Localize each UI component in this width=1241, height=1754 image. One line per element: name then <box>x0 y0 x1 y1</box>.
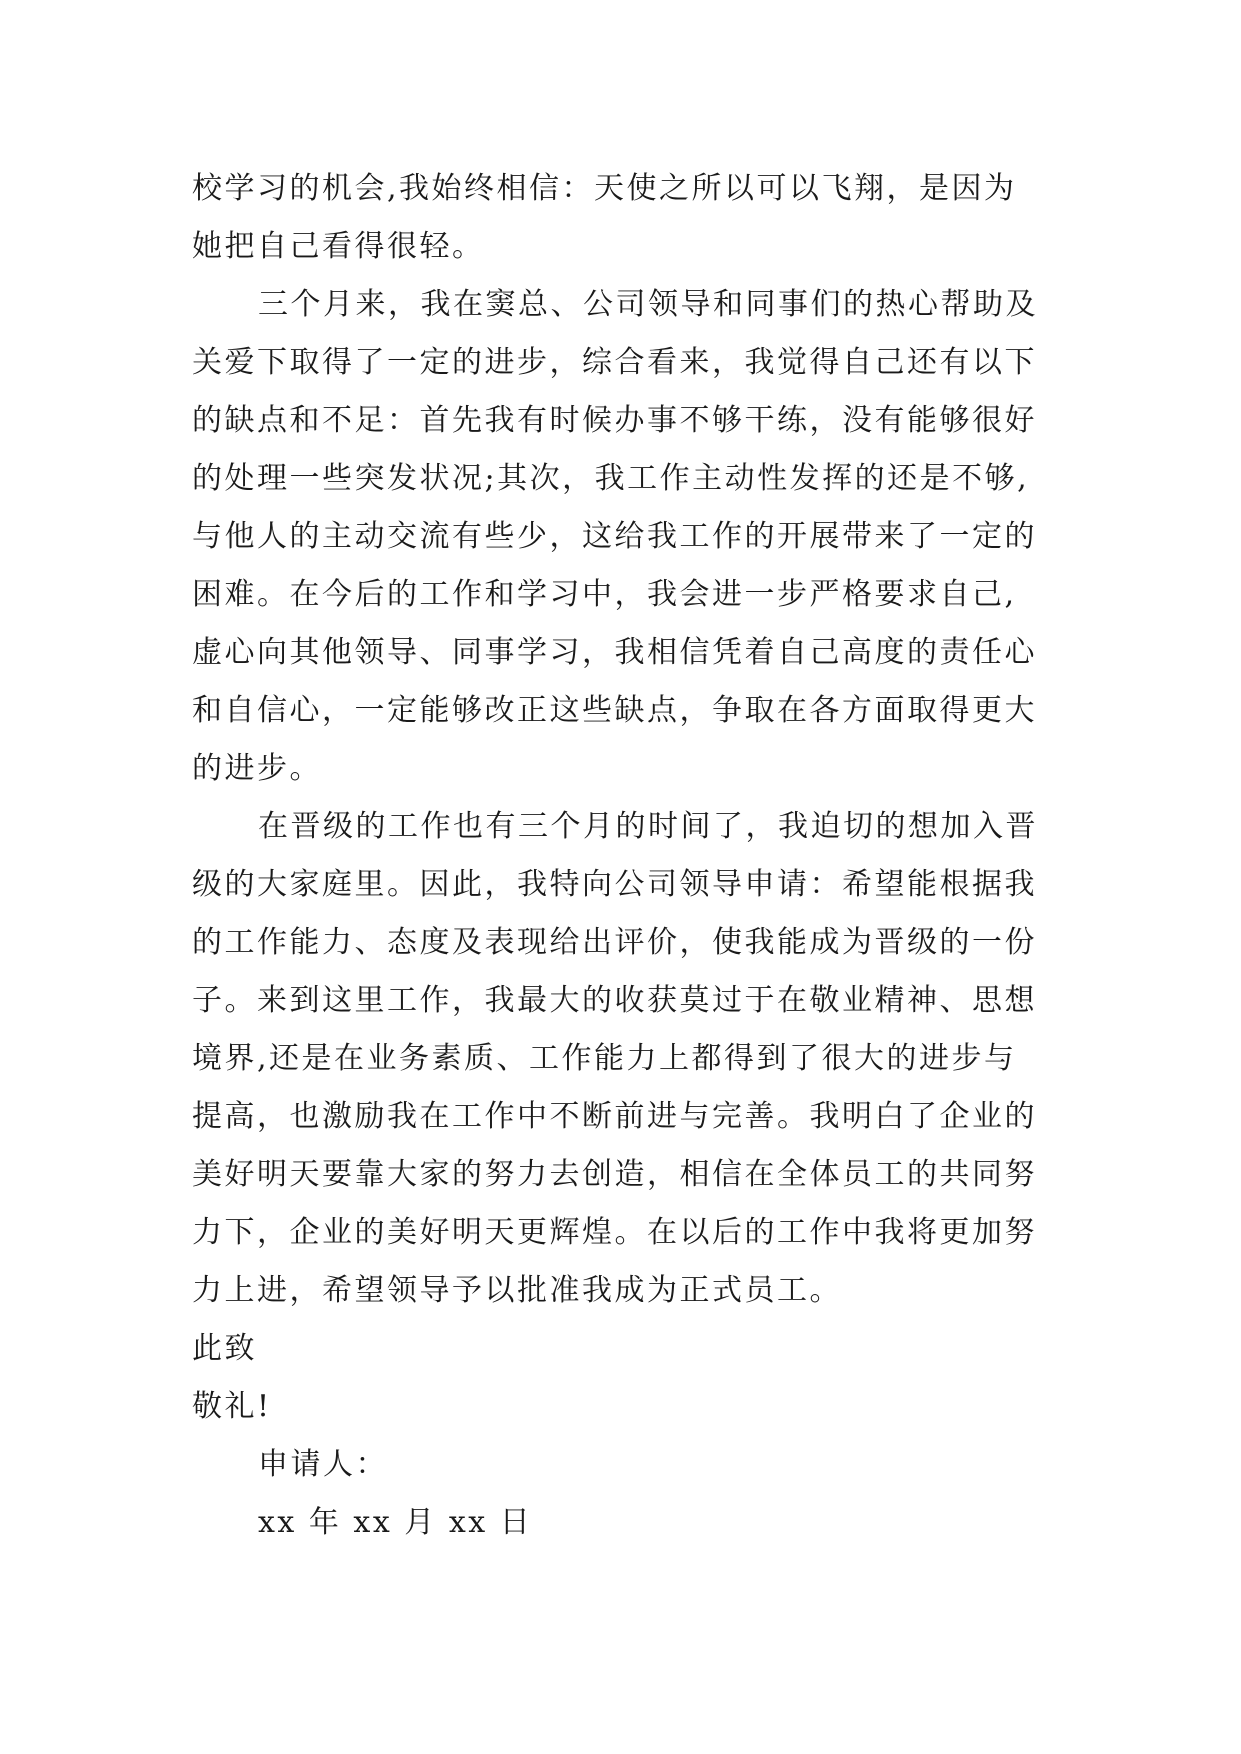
text-line: 力上进，希望领导予以批准我成为正式员工。 <box>192 1273 842 1308</box>
text-line: 她把自己看得很轻。 <box>192 229 485 264</box>
text-line: 校学习的机会,我始终相信：天使之所以可以飞翔，是因为 <box>192 171 1017 206</box>
paragraph-first-line: 在晋级的工作也有三个月的时间了，我迫切的想加入晋 <box>258 809 1038 844</box>
text-line: 美好明天要靠大家的努力去创造，相信在全体员工的共同努 <box>192 1157 1037 1192</box>
text-line: 的处理一些突发状况;其次，我工作主动性发挥的还是不够, <box>192 461 1030 496</box>
applicant-label: 申请人： <box>258 1447 388 1482</box>
text-line: 子。来到这里工作，我最大的收获莫过于在敬业精神、思想 <box>192 983 1037 1018</box>
text-line: 境界,还是在业务素质、工作能力上都得到了很大的进步与 <box>192 1041 1017 1076</box>
text-line: 的工作能力、态度及表现给出评价，使我能成为晋级的一份 <box>192 925 1037 960</box>
text-line: 提高，也激励我在工作中不断前进与完善。我明白了企业的 <box>192 1099 1037 1134</box>
closing-regards: 敬礼! <box>192 1389 272 1424</box>
paragraph-first-line: 三个月来，我在窦总、公司领导和同事们的热心帮助及 <box>258 287 1038 322</box>
text-line: 关爱下取得了一定的进步，综合看来，我觉得自己还有以下 <box>192 345 1037 380</box>
text-line: 级的大家庭里。因此，我特向公司领导申请：希望能根据我 <box>192 867 1037 902</box>
text-line: 力下，企业的美好明天更辉煌。在以后的工作中我将更加努 <box>192 1215 1037 1250</box>
text-line: 和自信心，一定能够改正这些缺点，争取在各方面取得更大 <box>192 693 1037 728</box>
closing-salutation: 此致 <box>192 1331 257 1366</box>
text-line: 的进步。 <box>192 751 322 786</box>
text-line: 虚心向其他领导、同事学习，我相信凭着自己高度的责任心 <box>192 635 1037 670</box>
date-line: xx 年 xx 月 xx 日 <box>258 1505 533 1540</box>
document-body <box>192 160 1060 1552</box>
text-line: 与他人的主动交流有些少，这给我工作的开展带来了一定的 <box>192 519 1037 554</box>
text-line: 的缺点和不足：首先我有时候办事不够干练，没有能够很好 <box>192 403 1037 438</box>
text-line: 困难。在今后的工作和学习中，我会进一步严格要求自己, <box>192 577 1017 612</box>
